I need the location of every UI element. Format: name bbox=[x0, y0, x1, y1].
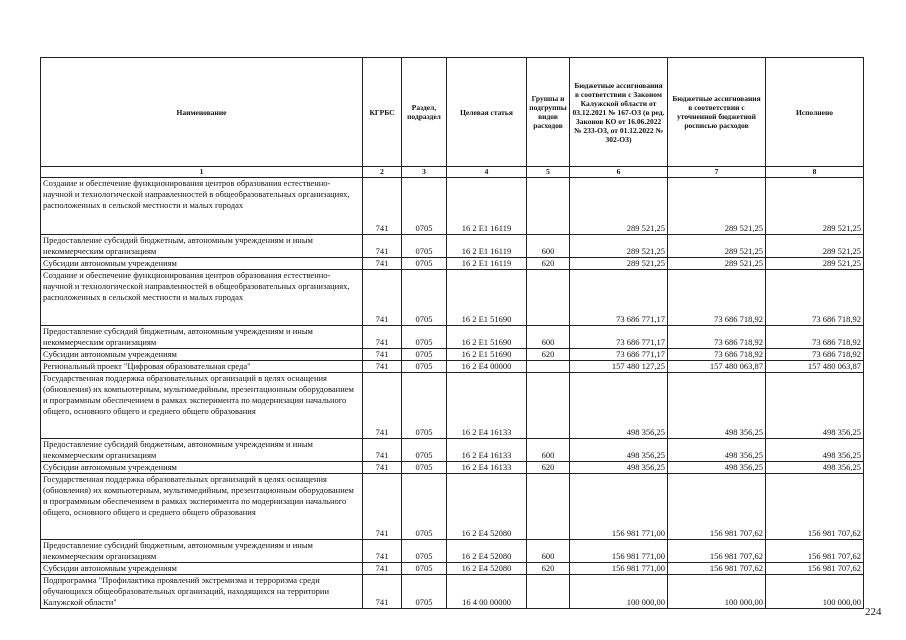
row-article: 16 2 E1 51690 bbox=[447, 270, 527, 326]
row-group: 620 bbox=[527, 462, 570, 474]
table-row bbox=[41, 575, 864, 609]
row-kgrbs: 741 bbox=[363, 270, 402, 326]
row-name: Предоставление субсидий бюджетным, автономным учреждениям и иным некоммерческим организациям bbox=[41, 439, 363, 462]
col-number: 6 bbox=[570, 167, 668, 178]
row-kgrbs: 741 bbox=[363, 439, 402, 462]
table-row bbox=[41, 235, 864, 258]
row-executed-amount: 157 480 063,87 bbox=[766, 361, 864, 373]
page-number: 224 bbox=[865, 606, 882, 618]
col-number: 5 bbox=[527, 167, 570, 178]
row-name: Субсидии автономным учреждениям bbox=[41, 349, 363, 361]
row-roster-amount: 73 686 718,92 bbox=[668, 349, 766, 361]
row-law-amount: 498 356,25 bbox=[570, 373, 668, 439]
row-name: Создание и обеспечение функционирования центров образования естественно-научной и технологической направленностей в общеобразовательных организациях, расположенных в сельской местности и малых городах bbox=[41, 178, 363, 235]
row-kgrbs: 741 bbox=[363, 258, 402, 270]
row-executed-amount: 498 356,25 bbox=[766, 439, 864, 462]
row-section: 0705 bbox=[402, 474, 447, 540]
row-kgrbs: 741 bbox=[363, 178, 402, 235]
col-number: 4 bbox=[447, 167, 527, 178]
row-executed-amount: 73 686 718,92 bbox=[766, 349, 864, 361]
row-law-amount: 289 521,25 bbox=[570, 258, 668, 270]
table-row bbox=[41, 258, 864, 270]
row-law-amount: 289 521,25 bbox=[570, 178, 668, 235]
col-number: 2 bbox=[363, 167, 402, 178]
row-executed-amount: 100 000,00 bbox=[766, 575, 864, 609]
row-group bbox=[527, 270, 570, 326]
row-name: Субсидии автономным учреждениям bbox=[41, 462, 363, 474]
row-group bbox=[527, 575, 570, 609]
row-kgrbs: 741 bbox=[363, 575, 402, 609]
row-executed-amount: 156 981 707,62 bbox=[766, 540, 864, 563]
row-kgrbs: 741 bbox=[363, 563, 402, 575]
row-roster-amount: 289 521,25 bbox=[668, 258, 766, 270]
row-roster-amount: 73 686 718,92 bbox=[668, 326, 766, 349]
row-group: 620 bbox=[527, 349, 570, 361]
row-roster-amount: 498 356,25 bbox=[668, 373, 766, 439]
table-row bbox=[41, 474, 864, 540]
row-group bbox=[527, 474, 570, 540]
table-row bbox=[41, 349, 864, 361]
table-row bbox=[41, 439, 864, 462]
row-roster-amount: 157 480 063,87 bbox=[668, 361, 766, 373]
row-article: 16 2 E4 16133 bbox=[447, 462, 527, 474]
row-group: 620 bbox=[527, 258, 570, 270]
table-row bbox=[41, 373, 864, 439]
row-name: Субсидии автономным учреждениям bbox=[41, 563, 363, 575]
row-roster-amount: 156 981 707,62 bbox=[668, 563, 766, 575]
row-group: 620 bbox=[527, 563, 570, 575]
row-article: 16 2 E1 16119 bbox=[447, 178, 527, 235]
row-name: Предоставление субсидий бюджетным, автономным учреждениям и иным некоммерческим организациям bbox=[41, 326, 363, 349]
row-roster-amount: 100 000,00 bbox=[668, 575, 766, 609]
row-kgrbs: 741 bbox=[363, 326, 402, 349]
row-name: Субсидии автономным учреждениям bbox=[41, 258, 363, 270]
column-number-row bbox=[41, 167, 864, 178]
row-executed-amount: 156 981 707,62 bbox=[766, 474, 864, 540]
col-header-group: Группы и подгруппы видов расходов bbox=[527, 58, 570, 167]
budget-table bbox=[40, 57, 864, 609]
row-name: Предоставление субсидий бюджетным, автономным учреждениям и иным некоммерческим организациям bbox=[41, 235, 363, 258]
row-law-amount: 156 981 771,00 bbox=[570, 563, 668, 575]
row-law-amount: 73 686 771,17 bbox=[570, 270, 668, 326]
row-roster-amount: 498 356,25 bbox=[668, 462, 766, 474]
row-section: 0705 bbox=[402, 235, 447, 258]
row-name: Предоставление субсидий бюджетным, автономным учреждениям и иным некоммерческим организациям bbox=[41, 540, 363, 563]
col-number: 3 bbox=[402, 167, 447, 178]
row-article: 16 2 E1 16119 bbox=[447, 258, 527, 270]
row-group bbox=[527, 373, 570, 439]
row-section: 0705 bbox=[402, 178, 447, 235]
row-name: Создание и обеспечение функционирования центров образования естественно-научной и технологической направленностей в общеобразовательных организациях, расположенных в сельской местности и малых городах bbox=[41, 270, 363, 326]
row-executed-amount: 73 686 718,92 bbox=[766, 326, 864, 349]
row-section: 0705 bbox=[402, 361, 447, 373]
table-row bbox=[41, 563, 864, 575]
col-header-article: Целевая статья bbox=[447, 58, 527, 167]
row-article: 16 2 E4 52080 bbox=[447, 474, 527, 540]
row-section: 0705 bbox=[402, 373, 447, 439]
row-roster-amount: 289 521,25 bbox=[668, 178, 766, 235]
row-law-amount: 289 521,25 bbox=[570, 235, 668, 258]
row-section: 0705 bbox=[402, 563, 447, 575]
row-executed-amount: 289 521,25 bbox=[766, 235, 864, 258]
row-executed-amount: 498 356,25 bbox=[766, 373, 864, 439]
row-section: 0705 bbox=[402, 439, 447, 462]
row-executed-amount: 498 356,25 bbox=[766, 462, 864, 474]
row-article: 16 2 E4 16133 bbox=[447, 439, 527, 462]
col-header-section: Раздел, подраздел bbox=[402, 58, 447, 167]
row-law-amount: 156 981 771,00 bbox=[570, 474, 668, 540]
row-roster-amount: 156 981 707,62 bbox=[668, 474, 766, 540]
row-roster-amount: 73 686 718,92 bbox=[668, 270, 766, 326]
row-article: 16 4 00 00000 bbox=[447, 575, 527, 609]
row-executed-amount: 156 981 707,62 bbox=[766, 563, 864, 575]
row-group: 600 bbox=[527, 235, 570, 258]
row-kgrbs: 741 bbox=[363, 235, 402, 258]
col-number: 7 bbox=[668, 167, 766, 178]
row-section: 0705 bbox=[402, 575, 447, 609]
table-row bbox=[41, 540, 864, 563]
row-section: 0705 bbox=[402, 349, 447, 361]
row-roster-amount: 498 356,25 bbox=[668, 439, 766, 462]
row-executed-amount: 289 521,25 bbox=[766, 178, 864, 235]
row-article: 16 2 E4 00000 bbox=[447, 361, 527, 373]
row-kgrbs: 741 bbox=[363, 474, 402, 540]
col-number: 8 bbox=[766, 167, 864, 178]
table-row bbox=[41, 178, 864, 235]
row-group: 600 bbox=[527, 439, 570, 462]
row-section: 0705 bbox=[402, 540, 447, 563]
row-article: 16 2 E1 16119 bbox=[447, 235, 527, 258]
row-article: 16 2 E4 52080 bbox=[447, 540, 527, 563]
row-executed-amount: 289 521,25 bbox=[766, 258, 864, 270]
table-row bbox=[41, 270, 864, 326]
row-executed-amount: 73 686 718,92 bbox=[766, 270, 864, 326]
col-header-executed: Исполнено bbox=[766, 58, 864, 167]
row-section: 0705 bbox=[402, 270, 447, 326]
row-article: 16 2 E1 51690 bbox=[447, 349, 527, 361]
row-law-amount: 498 356,25 bbox=[570, 439, 668, 462]
row-name: Государственная поддержка образовательных организаций в целях оснащения (обновления) их компьютерным, мультимедийным, презентационным оборудованием и программным обеспечением в рамках эксперимента по модернизации начального общего, основного общего и среднего общего образования bbox=[41, 474, 363, 540]
row-kgrbs: 741 bbox=[363, 349, 402, 361]
row-kgrbs: 741 bbox=[363, 373, 402, 439]
row-law-amount: 73 686 771,17 bbox=[570, 326, 668, 349]
col-header-name: Наименование bbox=[41, 58, 363, 167]
table-row bbox=[41, 326, 864, 349]
col-header-roster: Бюджетные ассигнования в соответствии с уточненной бюджетной росписью расходов bbox=[668, 58, 766, 167]
row-roster-amount: 156 981 707,62 bbox=[668, 540, 766, 563]
header-row bbox=[41, 58, 864, 167]
row-kgrbs: 741 bbox=[363, 540, 402, 563]
row-law-amount: 156 981 771,00 bbox=[570, 540, 668, 563]
budget-sheet bbox=[40, 57, 864, 609]
row-name: Подпрограмма "Профилактика проявлений экстремизма и терроризма среди обучающихся общеобразовательных организаций, находящихся на территории Калужской области" bbox=[41, 575, 363, 609]
col-number: 1 bbox=[41, 167, 363, 178]
row-group bbox=[527, 361, 570, 373]
row-group: 600 bbox=[527, 540, 570, 563]
row-article: 16 2 E4 16133 bbox=[447, 373, 527, 439]
row-law-amount: 100 000,00 bbox=[570, 575, 668, 609]
table-row bbox=[41, 462, 864, 474]
row-kgrbs: 741 bbox=[363, 361, 402, 373]
row-article: 16 2 E4 52080 bbox=[447, 563, 527, 575]
row-section: 0705 bbox=[402, 258, 447, 270]
row-section: 0705 bbox=[402, 326, 447, 349]
row-group: 600 bbox=[527, 326, 570, 349]
row-name: Государственная поддержка образовательных организаций в целях оснащения (обновления) их компьютерным, мультимедийным, презентационным оборудованием и программным обеспечением в рамках эксперимента по модернизации начального общего, основного общего и среднего общего образования bbox=[41, 373, 363, 439]
row-article: 16 2 E1 51690 bbox=[447, 326, 527, 349]
row-name: Региональный проект "Цифровая образовательная среда" bbox=[41, 361, 363, 373]
row-section: 0705 bbox=[402, 462, 447, 474]
col-header-kgrbs: КГРБС bbox=[363, 58, 402, 167]
col-header-law: Бюджетные ассигнования в соответствии с Законом Калужской области от 03.12.2021 № 167-ОЗ (в ред. Законов КО от 16.06.2022 № 233-ОЗ, от 01.12.2022 № 302-ОЗ) bbox=[570, 58, 668, 167]
row-law-amount: 498 356,25 bbox=[570, 462, 668, 474]
row-roster-amount: 289 521,25 bbox=[668, 235, 766, 258]
table-row bbox=[41, 361, 864, 373]
row-law-amount: 73 686 771,17 bbox=[570, 349, 668, 361]
row-group bbox=[527, 178, 570, 235]
row-law-amount: 157 480 127,25 bbox=[570, 361, 668, 373]
row-kgrbs: 741 bbox=[363, 462, 402, 474]
table-body bbox=[41, 178, 864, 609]
